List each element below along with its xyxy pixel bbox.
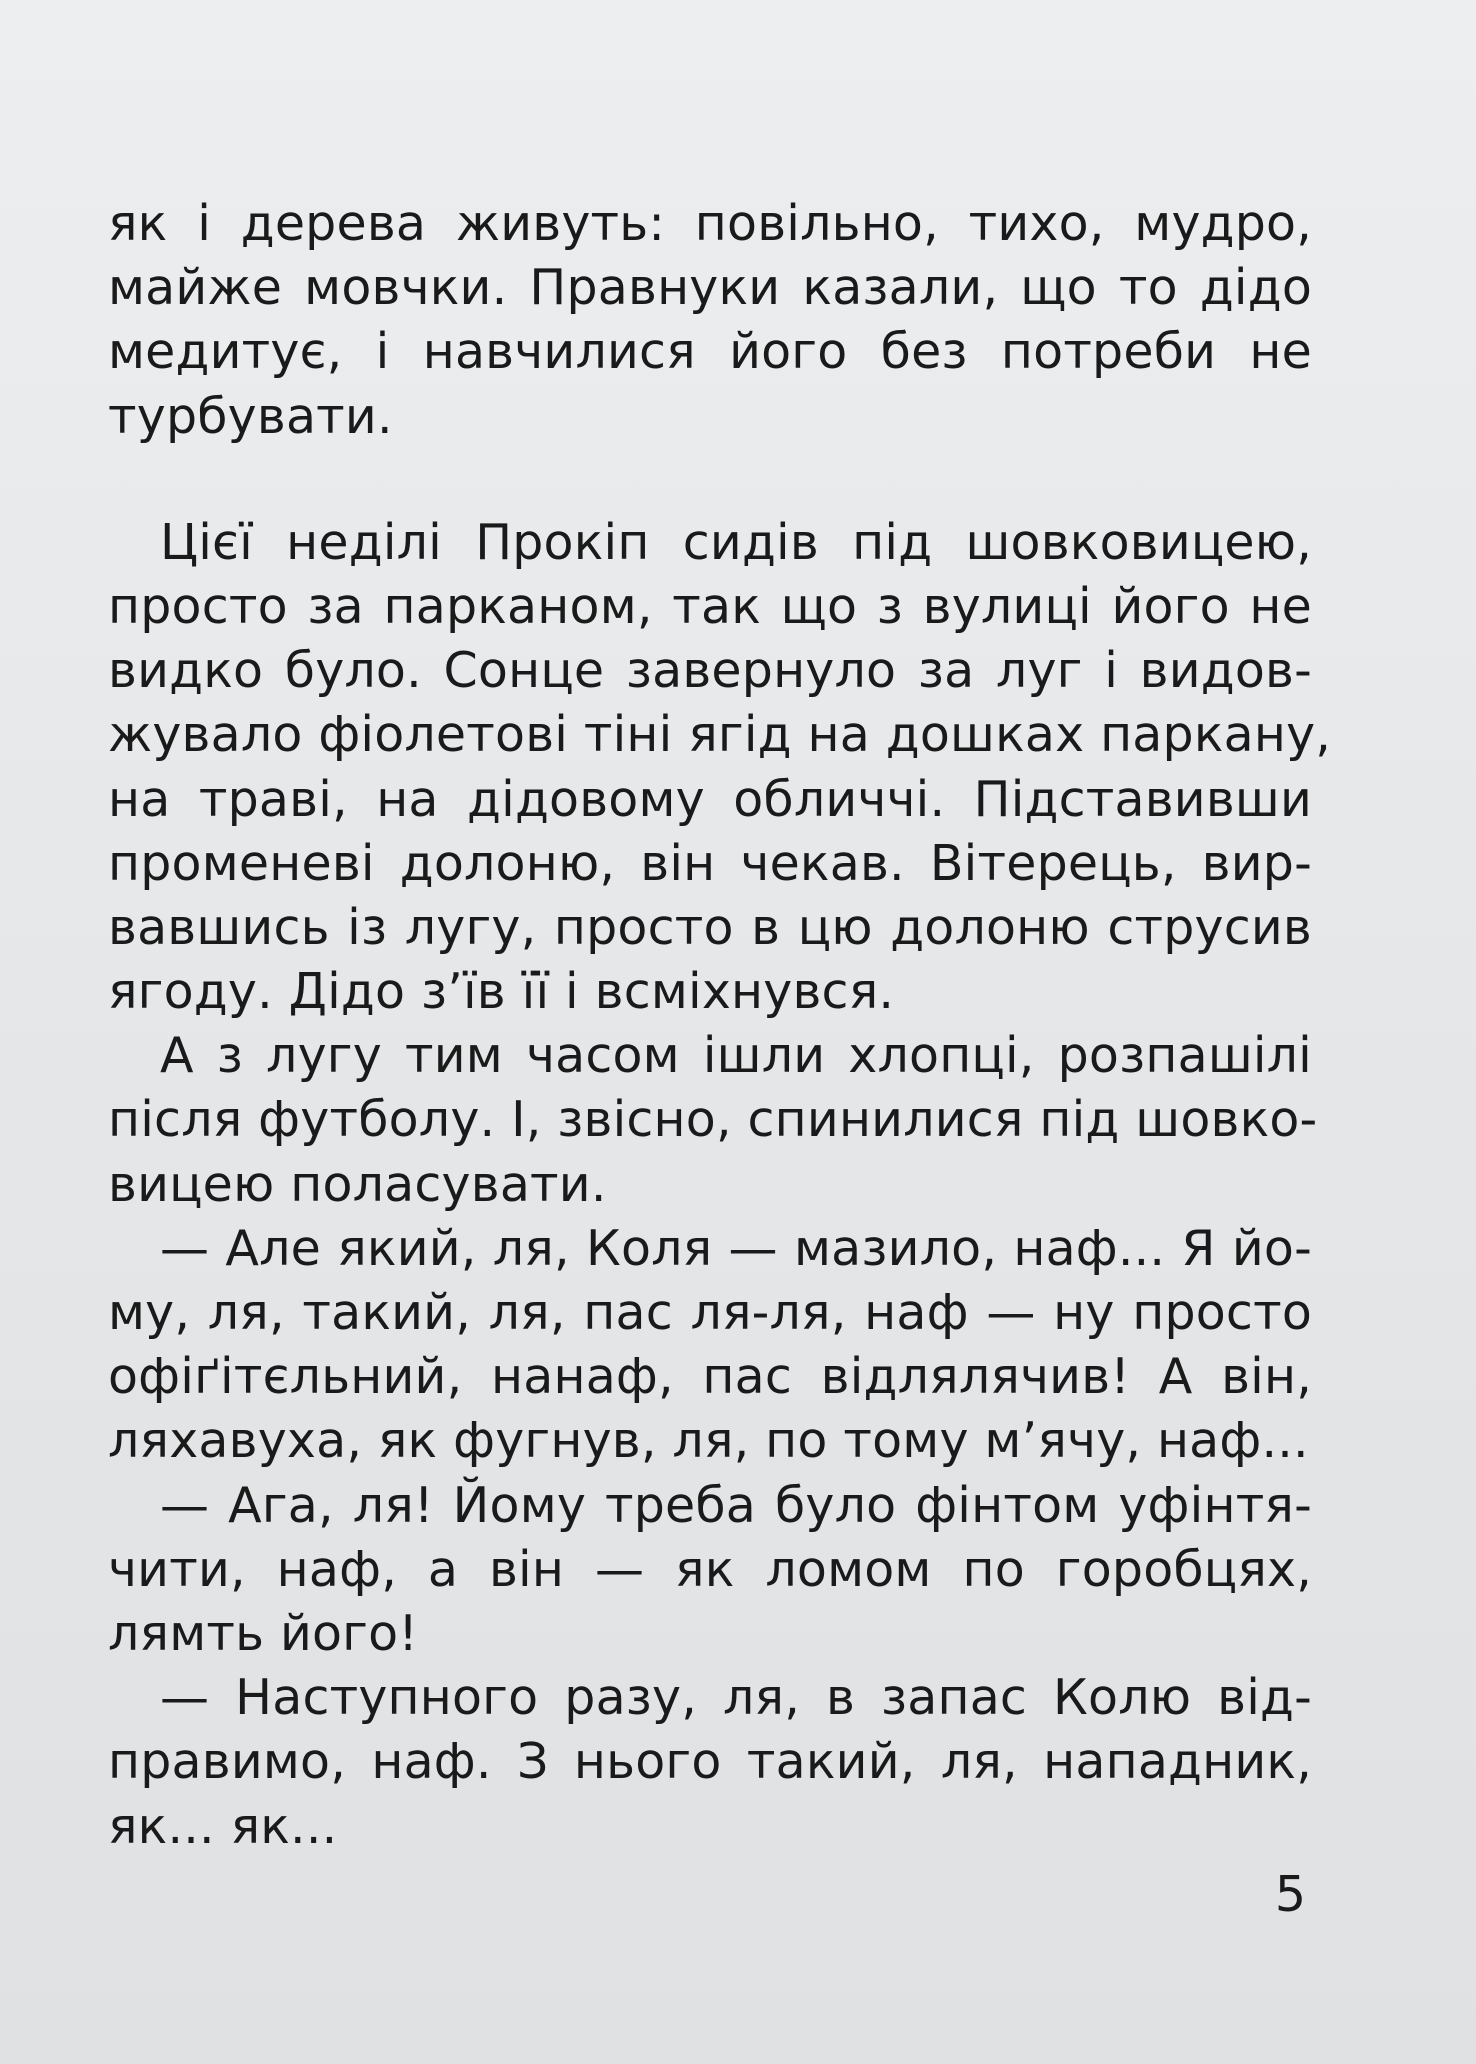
text-line: турбувати. [108,387,393,445]
paragraph [108,511,1332,1025]
text-line: жувало фіолетові тіні ягід на дошках паркану, [108,706,1332,764]
text-line: видко було. Сонце завернуло за луг і видов- [108,642,1312,700]
text-line: променеві долоню, він чекав. Вітерець, вир- [108,834,1312,892]
text-line: вицею поласувати. [108,1155,607,1213]
text-line: му, ля, такий, ля, пас ля-ля, наф — ну просто [108,1284,1312,1341]
dialogue-paragraph [108,1217,1312,1474]
paragraph-gap [108,449,1312,511]
text-line: після футболу. І, звісно, спинилися під шовко- [108,1091,1318,1149]
dialogue-paragraph [108,1474,1312,1667]
text-line: майже мовчки. Правнуки казали, що то дідо [108,259,1312,317]
text-line: — Але який, ля, Коля — мазило, наф... Я йо- [160,1219,1312,1277]
text-line: правимо, наф. З нього такий, ля, нападник, [108,1733,1312,1791]
text-line: — Наступного разу, ля, в запас Колю від- [160,1669,1312,1727]
paragraph [108,1024,1318,1217]
text-line: лямть його! [108,1604,419,1662]
text-line: ляхавуха, як фугнув, ля, по тому м’ячу, наф... [108,1412,1309,1470]
paragraph [108,192,1312,449]
page-number: 5 [1274,1866,1306,1923]
text-line: ягоду. Дідо з’їв її і всміхнувся. [108,963,895,1021]
text-line: Цієї неділі Прокіп сидів під шовковицею, [160,513,1312,571]
text-line: просто за парканом, так що з вулиці його не [108,577,1312,635]
text-line: медитує, і навчилися його без потреби не [108,323,1312,381]
text-line: — Ага, ля! Йому треба було фінтом уфінтя- [160,1476,1312,1534]
text-line: як... як... [108,1797,338,1855]
dialogue-paragraph [108,1666,1312,1859]
text-line: А з лугу тим часом ішли хлопці, розпашілі [160,1027,1312,1085]
text-line: на траві, на дідовому обличчі. Підставивши [108,770,1312,828]
text-line: чити, наф, а він — як ломом по горобцях, [108,1540,1312,1598]
body-text [108,192,1332,1859]
text-line: офіґітєльний, нанаф, пас відлялячив! А він, [108,1348,1312,1406]
text-line: вавшись із лугу, просто в цю долоню струсив [108,898,1312,956]
text-line: як і дерева живуть: повільно, тихо, мудро, [108,195,1312,252]
